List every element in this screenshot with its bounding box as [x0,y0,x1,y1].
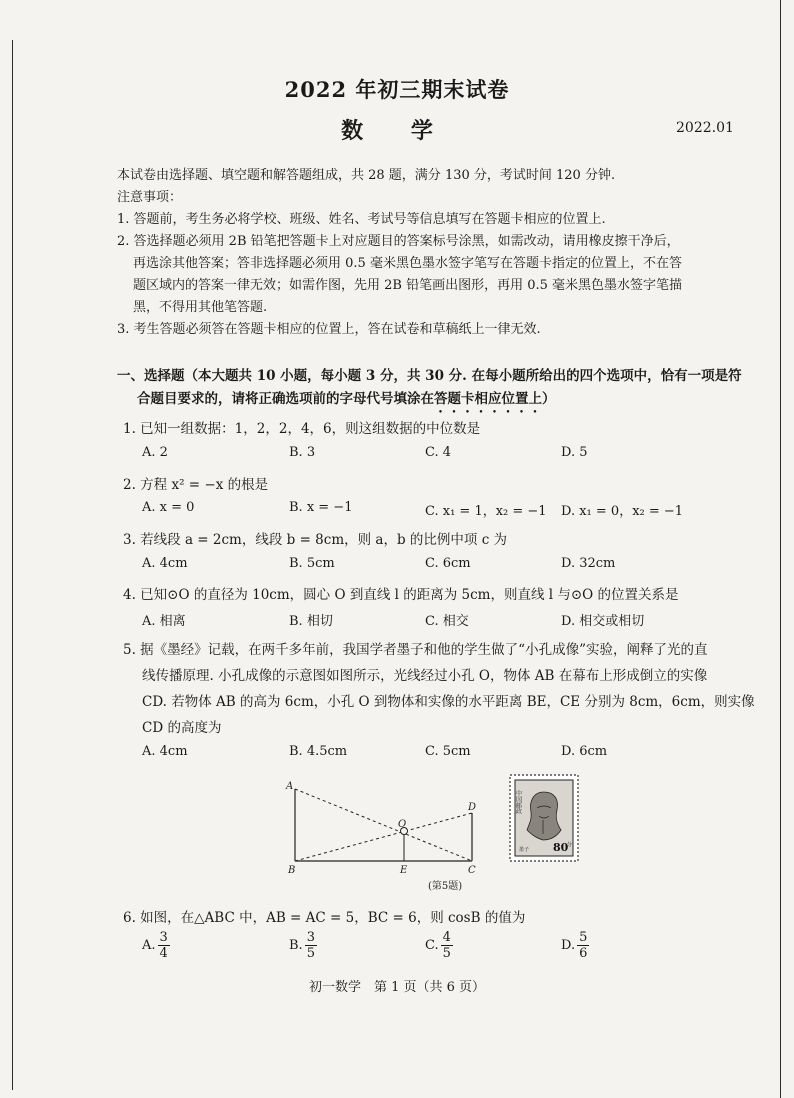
question-3-option-a: A. 4cm [142,556,188,571]
section-text: 合题目要求的，请将正确选项前的字母代号填涂在 [137,391,434,407]
question-5-option-b: B. 4.5cm [289,744,348,759]
fraction-b [305,930,317,961]
label-e: E [400,865,408,876]
question-1-stem: 1. 已知一组数据：1，2，2，4，6，则这组数据的中位数是 [123,421,481,437]
option-a-label: A. [142,938,156,953]
note-1: 1. 答题前，考生务必将学校、班级、姓名、考试号等信息填写在答题卡相应的位置上. [117,212,606,227]
question-3-option-b: B. 5cm [289,556,335,571]
section-emphasis: 答题卡相应位置上 [434,391,542,407]
exam-date: 2022.01 [676,120,734,136]
label-b: B [288,865,296,876]
fraction-c-den: 5 [442,946,451,961]
exam-title: 2022 年初三期末试卷 [284,77,510,102]
fraction-d-num: 5 [579,930,588,945]
question-3-option-d: D. 32cm [561,556,616,571]
section-heading-line-2 [137,387,556,416]
fraction-b-num: 3 [306,930,315,945]
question-2-option-a: A. x = 0 [142,500,195,515]
question-4-stem: 4. 已知⊙O 的直径为 10cm，圆心 O 到直线 l 的距离为 5cm，则直线 l 与⊙O 的位置关系是 [123,587,679,603]
ray-b-d [295,813,472,861]
question-2-option-b: B. x = −1 [289,500,353,515]
note-2-line-3: 题区域内的答案一律无效；如需作图，先用 2B 铅笔画出图形，再用 0.5 毫米黑色墨水签字笔描 [133,278,683,293]
question-3-stem: 3. 若线段 a = 2cm，线段 b = 8cm，则 a，b 的比例中项 c 为 [123,532,508,548]
note-2-line-1: 2. 答选择题必须用 2B 铅笔把答题卡上对应题目的答案标号涂黑，如需改动，请用橡皮擦干净后， [117,234,680,249]
question-2-option-d: D. x₁ = 0，x₂ = −1 [561,504,684,519]
fraction-c [441,930,453,961]
figure-caption: (第5题) [428,881,463,892]
stamp-unit: 分 [567,842,573,848]
question-1-option-d: D. 5 [561,445,588,460]
question-6-option-a [142,930,170,961]
question-1-option-b: B. 3 [289,445,316,460]
fraction-d-den: 6 [579,946,588,961]
question-4-option-c: C. 相交 [425,614,469,629]
stamp-name: 墨子 [519,847,530,853]
question-5-line-1: 5. 据《墨经》记载，在两千多年前，我国学者墨子和他的学生做了“小孔成像”实验，阐释了光的直 [123,642,708,658]
pinhole-diagram [280,775,490,895]
question-4-option-a: A. 相离 [142,614,186,629]
fraction-b-den: 5 [306,946,315,961]
label-o: O [398,819,407,830]
question-4-option-b: B. 相切 [289,614,333,629]
page-edge-right [780,0,781,1098]
question-5-line-3: CD. 若物体 AB 的高为 6cm，小孔 O 到物体和实像的水平距离 BE，CE 分别为 8cm，6cm，则实像 [142,694,755,710]
question-5-option-d: D. 6cm [561,744,608,759]
option-b-label: B. [289,938,303,953]
section-heading-line-1: 一、选择题（本大题共 10 小题，每小题 3 分，共 30 分. 在每小题所给出的四个选项中，恰有一项是符 [117,368,742,384]
fraction-a [158,930,170,961]
question-1-option-a: A. 2 [142,445,168,460]
note-3: 3. 考生答题必须答在答题卡相应的位置上，答在试卷和草稿纸上一律无效. [117,322,541,337]
fraction-a-num: 3 [159,930,168,945]
question-2-option-c: C. x₁ = 1，x₂ = −1 [425,504,547,519]
question-4-option-d: D. 相交或相切 [561,614,645,629]
question-6-option-b [289,930,317,961]
question-6-stem: 6. 如图，在△ABC 中，AB = AC = 5，BC = 6，则 cosB 的值为 [123,910,526,926]
question-5-line-2: 线传播原理. 小孔成像的示意图如图所示，光线经过小孔 O，物体 AB 在幕布上形成倒立的实像 [142,668,708,684]
exam-intro: 本试卷由选择题、填空题和解答题组成，共 28 题，满分 130 分，考试时间 120 分钟. [117,168,616,183]
option-d-label: D. [561,938,576,953]
exam-subject: 数 学 [341,118,453,144]
page-footer: 初一数学 第 1 页（共 6 页） [308,980,486,995]
stamp-country: 中国邮政 [514,790,522,814]
question-5-option-c: C. 5cm [425,744,471,759]
question-5-line-4: CD 的高度为 [142,720,222,736]
question-3-option-c: C. 6cm [425,556,471,571]
note-2-line-4: 黑，不得用其他笔答题. [133,300,268,315]
stamp-value: 80 [553,841,569,854]
question-6-option-c [425,930,453,961]
option-c-label: C. [425,938,439,953]
label-d: D [468,802,477,813]
question-6-option-d [561,930,589,961]
fraction-a-den: 4 [159,946,168,961]
fraction-d [577,930,589,961]
question-1-option-c: C. 4 [425,445,452,460]
section-paren: ） [542,391,556,407]
fraction-c-num: 4 [442,930,451,945]
mozi-stamp [509,774,579,862]
label-a: A [286,781,294,792]
question-5-option-a: A. 4cm [142,744,188,759]
note-2-line-2: 再选涂其他答案；答非选择题必须用 0.5 毫米黑色墨水签字笔写在答题卡指定的位置上，不在答 [133,256,682,271]
page-edge-left [12,40,13,1090]
label-c: C [468,865,476,876]
question-2-stem: 2. 方程 x² = −x 的根是 [123,477,269,493]
notes-heading: 注意事项： [117,190,183,205]
ray-a-c [295,789,472,861]
